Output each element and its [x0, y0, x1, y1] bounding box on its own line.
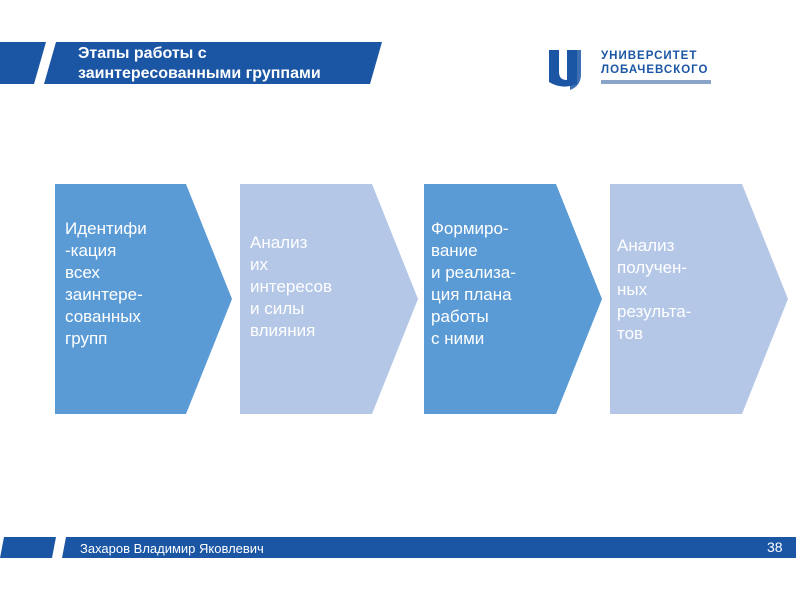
page-number: 38 — [767, 539, 783, 555]
step-3-label: Формиро- вание и реализа- ция плана работы с ними — [431, 219, 516, 348]
university-logo-icon — [549, 50, 581, 90]
step-1-label: Идентифи -кация всех заинтере- сованных групп — [65, 219, 147, 348]
footer-author: Захаров Владимир Яковлевич — [80, 541, 264, 556]
slide-title-line2: заинтересованными группами — [78, 65, 321, 82]
step-2-label: Анализ их интересов и силы влияния — [250, 233, 333, 340]
logo-text-line1: УНИВЕРСИТЕТ — [601, 50, 698, 62]
step-4-label: Анализ получен- ных результа- тов — [617, 236, 692, 343]
slide-title — [78, 44, 321, 84]
logo-subtitle-line — [601, 80, 711, 84]
slide-title-line1: Этапы работы с — [78, 45, 207, 62]
logo-text-line2: ЛОБАЧЕВСКОГО — [601, 64, 709, 76]
